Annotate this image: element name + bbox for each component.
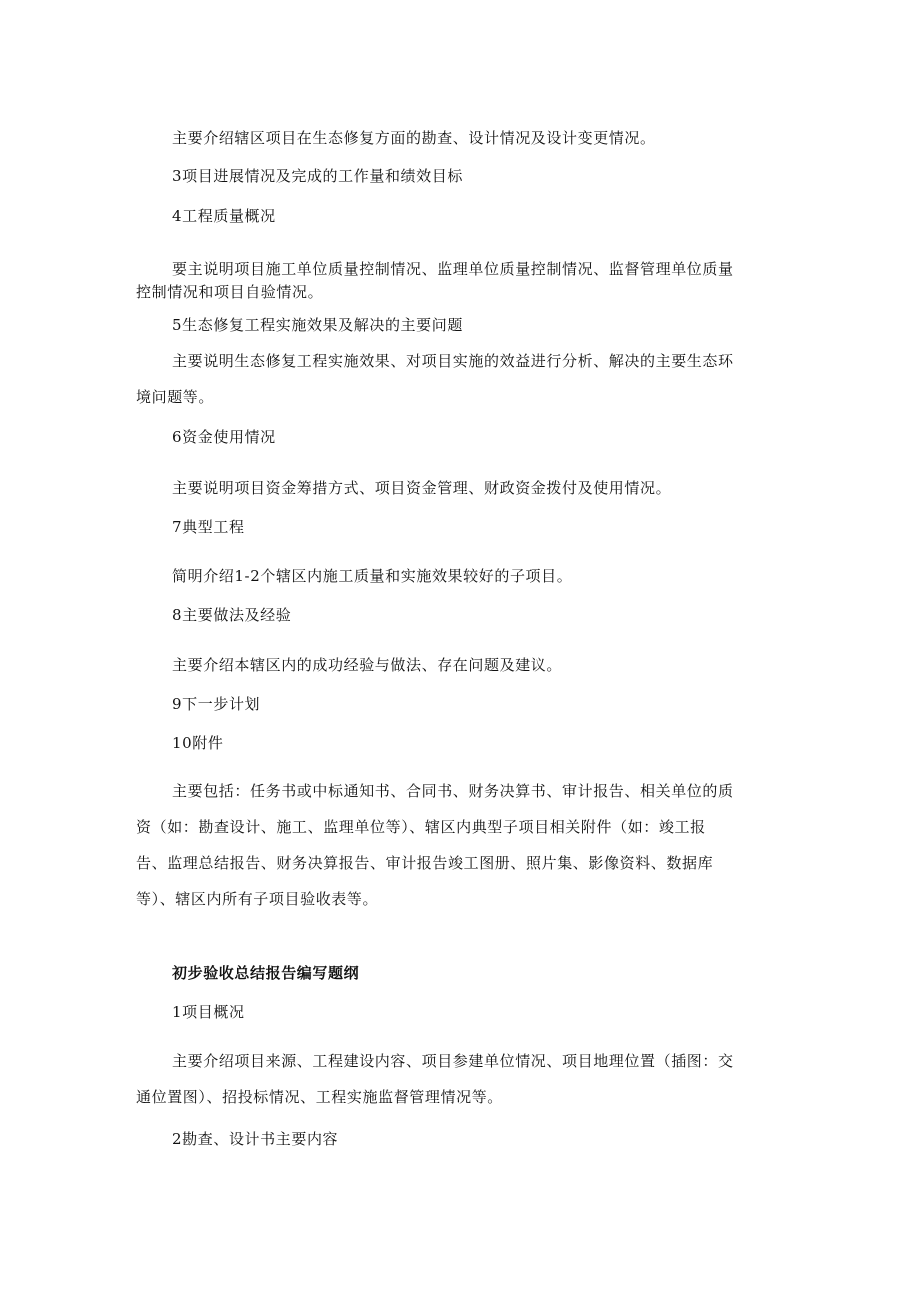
paragraph-funds: 主要说明项目资金筹措方式、项目资金管理、财政资金拨付及使用情况。 <box>172 479 672 497</box>
paragraph-experience: 主要介绍本辖区内的成功经验与做法、存在问题及建议。 <box>172 656 563 674</box>
paragraph-quality-line2: 控制情况和项目自验情况。 <box>136 283 324 301</box>
section-5-heading: 5生态修复工程实施效果及解决的主要问题 <box>172 316 463 334</box>
paragraph-attachments-line1: 主要包括：任务书或中标通知书、合同书、财务决算书、审计报告、相关单位的质 <box>172 782 734 800</box>
paragraph-quality-line1: 要主说明项目施工单位质量控制情况、监理单位质量控制情况、监督管理单位质量 <box>172 260 734 278</box>
section-1-heading: 1项目概况 <box>172 1003 245 1021</box>
paragraph-overview-line1: 主要介绍项目来源、工程建设内容、项目参建单位情况、项目地理位置（插图：交 <box>172 1052 734 1070</box>
paragraph-overview-line2: 通位置图）、招投标情况、工程实施监督管理情况等。 <box>136 1088 503 1106</box>
report-outline-title: 初步验收总结报告编写题纲 <box>172 964 360 982</box>
section-6-heading: 6资金使用情况 <box>172 428 276 446</box>
section-8-heading: 8主要做法及经验 <box>172 606 292 624</box>
section-3-heading: 3项目进展情况及完成的工作量和绩效目标 <box>172 167 463 185</box>
paragraph-typical: 简明介绍1-2个辖区内施工质量和实施效果较好的子项目。 <box>172 567 573 585</box>
section-4-heading: 4工程质量概况 <box>172 207 276 225</box>
paragraph-design-survey: 主要介绍辖区项目在生态修复方面的勘查、设计情况及设计变更情况。 <box>172 129 656 147</box>
section-7-heading: 7典型工程 <box>172 518 245 536</box>
paragraph-attachments-line3: 告、监理总结报告、财务决算报告、审计报告竣工图册、照片集、影像资料、数据库 <box>136 854 714 872</box>
paragraph-attachments-line2: 资（如：勘查设计、施工、监理单位等）、辖区内典型子项目相关附件（如：竣工报 <box>136 818 706 836</box>
paragraph-effect-line2: 境问题等。 <box>136 388 215 406</box>
section-2-heading: 2勘查、设计书主要内容 <box>172 1130 339 1148</box>
paragraph-effect-line1: 主要说明生态修复工程实施效果、对项目实施的效益进行分析、解决的主要生态环 <box>172 352 734 370</box>
section-9-heading: 9下一步计划 <box>172 695 261 713</box>
section-10-heading: 10附件 <box>172 734 224 752</box>
paragraph-attachments-line4: 等）、辖区内所有子项目验收表等。 <box>136 890 379 908</box>
